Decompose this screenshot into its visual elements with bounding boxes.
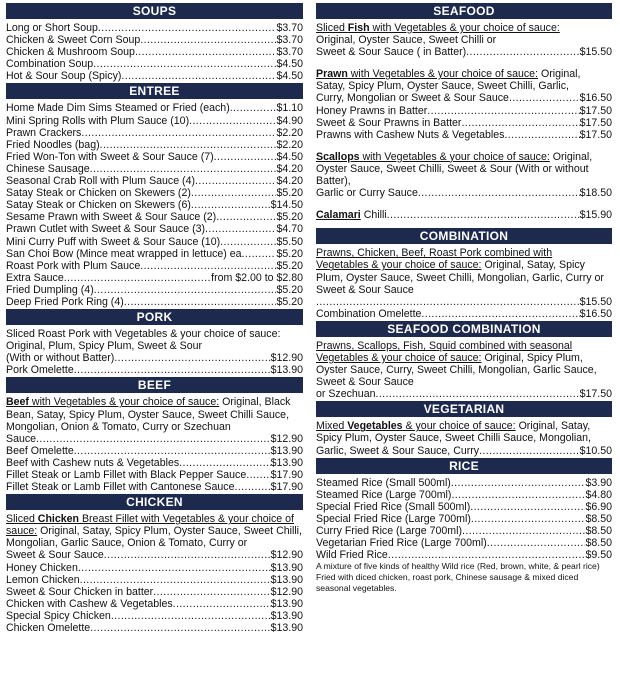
item-name: Chicken Omelette: [6, 622, 91, 635]
list-item: [6, 115, 303, 127]
item-price: $4.50: [276, 58, 303, 71]
list-item: [6, 248, 303, 260]
veg-lead-bold: Vegetables: [347, 420, 403, 433]
list-item: [316, 209, 612, 221]
veg-sauces: Original, Satay, Spicy Plum, Oyster Sauce, Sweet Chilli Sauce, Mongolian,: [316, 420, 591, 445]
item-name: Chicken & Mushroom Soup: [6, 46, 135, 59]
item-name: Chilli: [360, 209, 387, 222]
item-name: Sweet & Sour Prawns in Batter: [316, 116, 462, 129]
scallop-desc: [316, 151, 612, 187]
list-item: [6, 622, 303, 634]
item-name: Curry Fried Rice (Large 700ml): [316, 525, 463, 537]
item-price: $4.50: [276, 70, 303, 83]
list-item: [316, 445, 612, 457]
item-name: Sweet & Sour Sauce ( in Batter): [316, 46, 467, 59]
list-item: [6, 223, 303, 235]
item-name: Fried Dumpling (4): [6, 283, 94, 296]
chicken-list: [6, 549, 303, 634]
calamari-bold: Calamari: [316, 209, 361, 222]
scallop-lead-bold: Scallops: [316, 150, 360, 163]
list-item: [6, 457, 303, 469]
combination-lead-2: Vegetables & your choice of sauce:: [316, 259, 482, 272]
list-item: [6, 175, 303, 187]
fish-sauces: Original, Oyster Sauce, Sweet Chilli or: [316, 34, 497, 47]
item-price: $2.20: [276, 138, 303, 151]
entree-list: [6, 102, 303, 308]
item-price: $12.90: [270, 352, 303, 365]
chicken-lead-bold: Chicken: [37, 513, 80, 526]
beef-desc: [6, 396, 303, 432]
list-item: [6, 102, 303, 114]
list-item: [316, 501, 612, 513]
list-item: [6, 46, 303, 58]
veg-lead-a: Mixed: [316, 420, 348, 433]
combination-lead-1: Prawns, Chicken, Beef, Roast Pork combined with: [316, 247, 553, 260]
item-price: $1.10: [276, 102, 303, 115]
item-price: $13.90: [270, 609, 303, 622]
list-item: [316, 489, 612, 501]
item-name: Prawn Crackers: [6, 126, 82, 139]
fish-lead-b: with Vegetables & your choice of sauce:: [369, 22, 560, 34]
item-name: Beef with Cashew nuts & Vegetables: [6, 456, 180, 469]
item-name: Long or Short Soup: [6, 22, 98, 34]
item-name: Sweet & Sour Sauce: [6, 549, 104, 562]
item-price: $5.20: [276, 211, 303, 224]
seafood-combo-lead-1: Prawns, Scallops, Fish, Squid combined with seasonal: [316, 339, 573, 352]
chicken-header: CHICKEN: [6, 494, 303, 510]
item-price: $8.50: [585, 512, 612, 525]
item-name: Fillet Steak or Lamb Fillet with Black Pepper Sauce: [6, 469, 247, 481]
prawn-sauces: Original, Satay, Spicy Plum, Oyster Sauce, Sweet Chilli, Garlic,: [316, 68, 581, 93]
list-item: [6, 163, 303, 175]
item-price: $17.50: [579, 104, 612, 117]
item-price: $16.50: [579, 307, 612, 320]
chicken-desc: [6, 513, 303, 549]
list-item: [6, 481, 303, 493]
list-item: [6, 445, 303, 457]
list-item: [6, 139, 303, 151]
item-name: Combination Soup: [6, 58, 94, 71]
item-price: $17.50: [579, 128, 612, 141]
item-name: Deep Fried Pork Ring (4): [6, 295, 124, 308]
item-name: Vegetarian Fried Rice (Large 700ml): [316, 537, 487, 550]
list-item: [6, 187, 303, 199]
list-item: [6, 127, 303, 139]
item-price: $12.90: [270, 432, 303, 445]
list-item: [6, 284, 303, 296]
list-item: [6, 598, 303, 610]
item-price: $4.20: [276, 175, 303, 188]
combination-sauces: Original, Satay, Spicy Plum, Oyster Sauce, Sweet Chilli, Mongolian, Garlic, Curry or Sweet & Sour Sauce: [316, 259, 604, 296]
item-name: Special Fried Rice (Large 700ml): [316, 512, 471, 525]
seafood-combo-lead-2: Vegetables & your choice of sauce:: [316, 351, 482, 364]
seafood-combo-list: [316, 388, 612, 400]
beef-lead-bold: Beef: [6, 396, 29, 409]
item-name: Sweet & Sour Chicken in batter: [6, 585, 154, 598]
item-price: $13.90: [270, 456, 303, 469]
combination-desc: [316, 259, 612, 295]
item-name: Honey Chicken: [6, 561, 78, 574]
list-item: [316, 388, 612, 400]
item-name: Steamed Rice (Large 700ml): [316, 488, 452, 501]
wild-rice-note: A mixture of five kinds of healthy Wild rice (Red, brown, white, & pearl rice) Fried with diced chicken, roast pork, Chinese sausage & mixed diced seasonal vegetables.: [316, 561, 600, 594]
veg-lead-b: & your choice of sauce:: [402, 420, 516, 433]
chicken-lead-b: Breast Fillet with Vegetables & your choice of sauce:: [6, 513, 294, 538]
item-price: $17.50: [579, 388, 612, 401]
seafood-combination-header: SEAFOOD COMBINATION: [316, 321, 612, 337]
item-price: $17.50: [579, 116, 612, 129]
item-name: Chicken & Sweet Corn Soup: [6, 34, 141, 47]
item-price: $10.50: [579, 444, 612, 457]
vegetarian-header: VEGETARIAN: [316, 401, 612, 417]
fish-lead-bold: Fish: [347, 22, 370, 34]
combination-list: [316, 296, 612, 320]
item-price: $13.90: [270, 597, 303, 610]
beef-sauces: Original, Black Bean, Satay, Spicy Plum, Oyster Sauce, Sweet Chilli Sauce, Mongolian, Onion & Tomato, Curry or Szechuan: [6, 396, 291, 433]
item-name: Extra Sauce: [6, 271, 64, 284]
item-price: $8.50: [585, 537, 612, 550]
list-item: [6, 272, 303, 284]
item-price: $4.20: [276, 162, 303, 175]
item-price: $15.50: [579, 295, 612, 308]
item-name: Sauce: [6, 432, 37, 445]
item-name: Mini Spring Rolls with Plum Sauce (10): [6, 114, 190, 127]
item-name: Wild Fried Rice: [316, 549, 388, 562]
pork-desc-2: Original, Plum, Spicy Plum, Sweet & Sour: [6, 340, 203, 353]
list-item: [316, 92, 612, 104]
item-price: $13.90: [270, 622, 303, 635]
item-name: Satay Steak or Chicken on Skewers (2): [6, 187, 191, 200]
soups-list: [6, 22, 303, 82]
fish-desc: [316, 22, 612, 34]
item-name: Fried Noodles (bag): [6, 138, 100, 151]
item-name: Chicken with Cashew & Vegetables: [6, 597, 173, 610]
item-name: Home Made Dim Sims Steamed or Fried (each): [6, 102, 230, 115]
list-item: [6, 260, 303, 272]
list-item: [316, 477, 612, 489]
item-price: $15.90: [579, 209, 612, 222]
combination-header: COMBINATION: [316, 228, 612, 244]
item-price: $6.90: [585, 500, 612, 513]
pork-desc-1: Sliced Roast Pork with Vegetables & your choice of sauce:: [6, 328, 281, 341]
prawn-desc: [316, 68, 612, 92]
item-price: $17.90: [270, 481, 303, 494]
item-price: $3.70: [276, 34, 303, 47]
item-name: Lemon Chicken: [6, 573, 80, 586]
item-name: (With or without Batter): [6, 352, 115, 365]
item-price: $3.70: [276, 22, 303, 34]
item-price: $5.20: [276, 187, 303, 200]
seafood-combo-sauces: Original, Spicy Plum, Oyster Sauce, Curry, Sweet Chilli, Mongolian, Garlic Sauce, Sweet & Sour Sauce: [316, 351, 597, 389]
item-price: $15.50: [579, 46, 612, 59]
entree-header: ENTREE: [6, 83, 303, 99]
scallop-lead: with Vegetables & your choice of sauce:: [359, 150, 550, 163]
list-item: [316, 129, 612, 141]
item-name: Prawns with Cashew Nuts & Vegetables: [316, 128, 505, 141]
item-price: $4.50: [276, 150, 303, 163]
item-name: Satay Steak or Chicken on Skewers (6): [6, 199, 191, 212]
list-item: [6, 433, 303, 445]
item-price: $12.90: [270, 549, 303, 562]
vegetarian-list: [316, 445, 612, 457]
list-item: [316, 105, 612, 117]
item-name: Roast Pork with Plum Sauce: [6, 259, 141, 272]
item-name: Steamed Rice (Small 500ml): [316, 476, 451, 489]
beef-lead: with Vegetables & your choice of sauce:: [28, 396, 220, 409]
list-item: [316, 46, 612, 58]
item-name: Beef Omelette: [6, 444, 74, 457]
pork-list: [6, 352, 303, 376]
list-item: [6, 549, 303, 561]
list-item: [316, 549, 612, 561]
item-name: Seasonal Crab Roll with Plum Sauce (4): [6, 175, 196, 188]
item-name: Honey Prawns in Batter: [316, 104, 428, 117]
item-name: Fillet Steak or Lamb Fillet with Cantonese Sauce: [6, 481, 235, 494]
beef-list: [6, 433, 303, 493]
item-name: Special Fried Rice (Small 500ml): [316, 500, 471, 513]
scallop-sauces: Original, Oyster Sauce, Sweet Chilli, Sweet & Sour (With or without Batter),: [316, 150, 593, 188]
list-item: [6, 469, 303, 481]
list-item: [6, 586, 303, 598]
list-item: [316, 187, 612, 199]
pork-header: PORK: [6, 309, 303, 325]
left-column: [6, 2, 303, 634]
beef-header: BEEF: [6, 377, 303, 393]
item-price: $16.50: [579, 92, 612, 105]
item-name: Special Spicy Chicken: [6, 609, 111, 622]
list-item: [6, 199, 303, 211]
item-price: $13.90: [270, 364, 303, 377]
list-item: [6, 22, 303, 34]
prawn-lead: with Vegetables & your choice of sauce:: [347, 68, 539, 81]
item-price: $4.70: [276, 223, 303, 236]
prawn-lead-bold: Prawn: [316, 68, 348, 81]
list-item: [6, 352, 303, 364]
item-price: $4.80: [585, 488, 612, 501]
list-item: [6, 34, 303, 46]
item-price: $4.90: [276, 114, 303, 127]
item-price: $13.90: [270, 573, 303, 586]
rice-list: [316, 477, 612, 562]
list-item: [316, 525, 612, 537]
item-name: Prawn Cutlet with Sweet & Sour Sauce (3): [6, 223, 206, 236]
list-item: [316, 296, 612, 308]
item-price: $17.90: [270, 469, 303, 481]
rice-header: RICE: [316, 458, 612, 474]
item-name: Mini Curry Puff with Sweet & Sour Sauce (10): [6, 235, 221, 248]
item-price: $13.90: [270, 444, 303, 457]
item-price: from $2.00 to $2.80: [211, 271, 303, 284]
item-name: or Szechuan: [316, 388, 376, 401]
chicken-sauces: Original, Satay, Spicy Plum, Oyster Sauce, Sweet Chilli, Mongolian, Garlic Sauce, Onion & Tomato, Curry or: [6, 525, 302, 550]
seafood-combo-desc: [316, 352, 612, 388]
item-price: $5.20: [276, 283, 303, 296]
item-name: Pork Omelette: [6, 364, 74, 377]
list-item: [6, 610, 303, 622]
item-name: Garlic, Sweet & Sour Sauce, Curry: [316, 444, 480, 457]
item-price: $13.90: [270, 561, 303, 574]
item-price: $12.90: [270, 585, 303, 598]
item-price: $3.90: [585, 476, 612, 489]
item-price: $5.20: [276, 259, 303, 272]
list-item: [6, 151, 303, 163]
list-item: [6, 70, 303, 82]
fish-lead-a: Sliced: [316, 22, 348, 34]
item-price: $8.50: [585, 525, 612, 537]
item-price: $5.20: [276, 295, 303, 308]
item-name: Fried Won-Ton with Sweet & Sour Sauce (7): [6, 150, 214, 163]
prawn-list: [316, 92, 612, 140]
item-name: Combination Omelette: [316, 307, 422, 320]
item-name: Hot & Sour Soup (Spicy): [6, 70, 122, 83]
item-price: $5.50: [276, 235, 303, 248]
list-item: [316, 117, 612, 129]
list-item: [6, 574, 303, 586]
list-item: [6, 364, 303, 376]
item-name: Curry, Mongolian or Sweet & Sour Sauce: [316, 92, 509, 105]
list-item: [6, 562, 303, 574]
item-price: $18.50: [579, 187, 612, 200]
list-item: [6, 211, 303, 223]
soups-header: SOUPS: [6, 3, 303, 19]
item-price: $5.20: [276, 247, 303, 260]
chicken-lead-a: Sliced: [6, 513, 38, 526]
item-price: $3.70: [276, 46, 303, 59]
item-name: Garlic or Curry Sauce: [316, 187, 418, 200]
list-item: [316, 308, 612, 320]
list-item: [316, 513, 612, 525]
item-price: $2.20: [276, 126, 303, 139]
item-price: $14.50: [270, 199, 303, 212]
item-name: San Choi Bow (Mince meat wrapped in lettuce) ea: [6, 247, 242, 260]
item-name: Chinese Sausage: [6, 162, 90, 175]
list-item: [316, 537, 612, 549]
list-item: [6, 236, 303, 248]
vegetarian-desc: [316, 420, 612, 444]
item-name: Sesame Prawn with Sweet & Sour Sauce (2): [6, 211, 217, 224]
item-price: $9.50: [585, 549, 612, 562]
right-column: [316, 2, 612, 594]
seafood-header: SEAFOOD: [316, 3, 612, 19]
list-item: [6, 58, 303, 70]
list-item: [6, 296, 303, 308]
